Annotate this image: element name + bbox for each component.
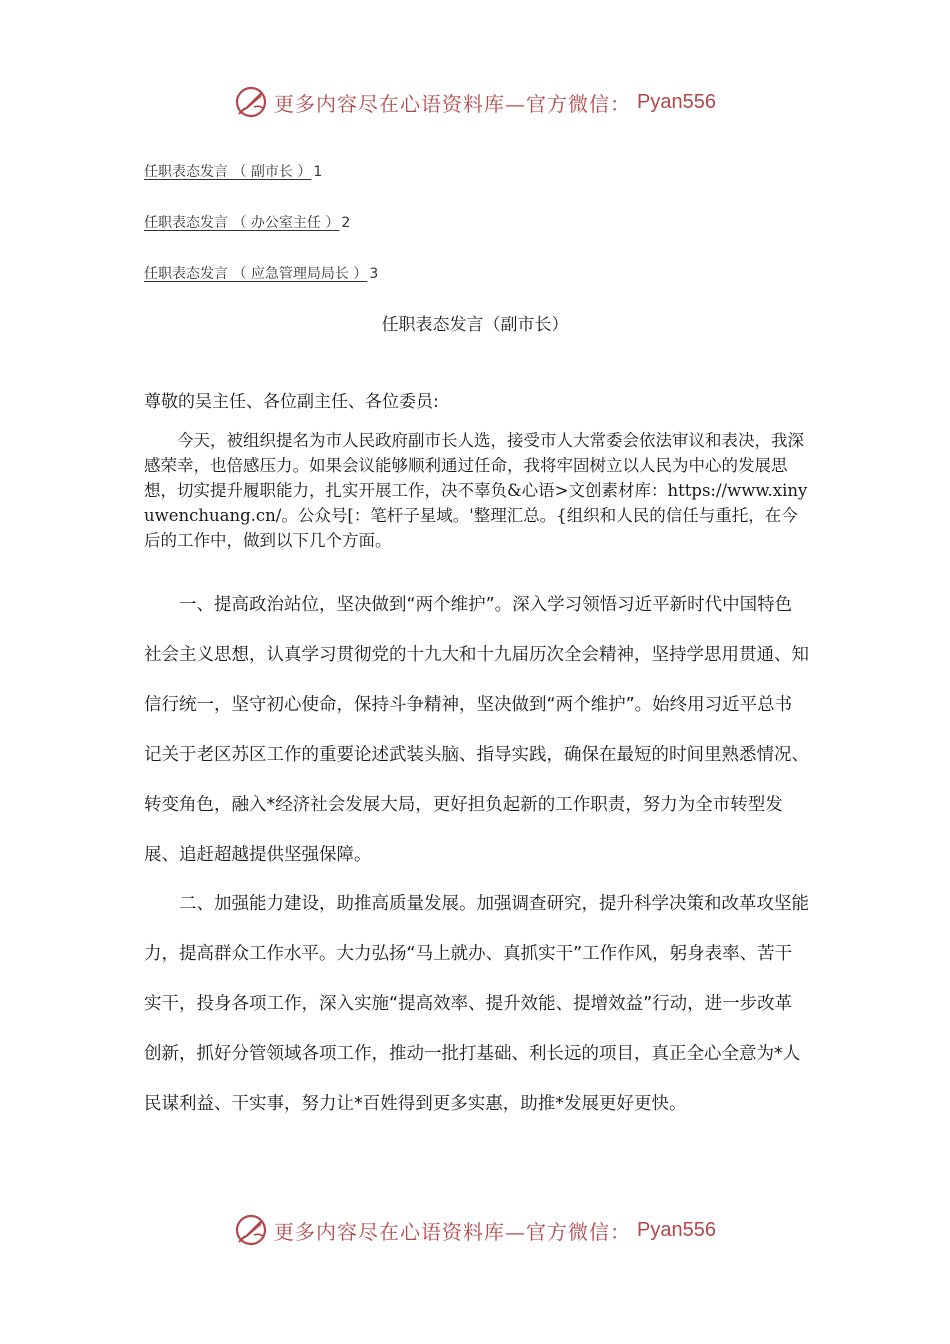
toc-entry-title[interactable]: 任职表态发言 （ 办公室主任 ） bbox=[144, 215, 340, 231]
banner-text: 更多内容尽在心语资料库—官方微信： bbox=[274, 91, 632, 116]
table-of-contents bbox=[144, 160, 804, 313]
document-title: 任职表态发言（副市长） bbox=[381, 315, 569, 335]
salutation: 尊敬的吴主任、各位副主任、各位委员: bbox=[144, 392, 439, 412]
toc-entry[interactable] bbox=[144, 211, 804, 262]
toc-entry[interactable] bbox=[144, 160, 804, 211]
intro-paragraph: 今天，被组织提名为市人民政府副市长人选，接受市人大常委会依法审议和表决，我深感荣幸，也倍感压力。如果会议能够顺利通过任命，我将牢固树立以人民为中心的发展思想，切实提升履职能力，扎实开展工作，决不辜负&心语>文创素材库：https://www.xinyuwenchuang.cn/。公众号[：笔杆子星域。'整理汇总。{组织和人民的信任与重托，在今后的工作中，做到以下几个方面。 bbox=[144, 431, 808, 550]
section-paragraph-2: 二、加强能力建设，助推高质量发展。加强调查研究，提升科学决策和改革攻坚能力，提高群众工作水平。大力弘扬“马上就办、真抓实干”工作作风，躬身表率、苦干实干，投身各项工作，深入实施“提高效率、提升效能、提增效益”行动，进一步改革创新，抓好分管领域各项工作，推动一批打基础、利长远的项目，真正全心全意为*人民谋利益、干实事，努力让*百姓得到更多实惠，助推*发展更好更快。 bbox=[144, 894, 809, 1114]
banner-wechat-id: Pyan556 bbox=[637, 90, 716, 113]
toc-entry[interactable] bbox=[144, 262, 804, 313]
header-watermark-banner bbox=[0, 82, 950, 122]
quill-logo-icon bbox=[234, 1213, 268, 1247]
quill-logo-icon bbox=[234, 85, 268, 119]
toc-entry-title[interactable]: 任职表态发言 （ 副市长 ） bbox=[144, 164, 312, 180]
section-paragraph-1: 一、提高政治站位，坚决做到“两个维护”。深入学习领悟习近平新时代中国特色社会主义思想，认真学习贯彻党的十九大和十九届历次全会精神，坚持学思用贯通、知信行统一，坚守初心使命，保持斗争精神，坚决做到“两个维护”。始终用习近平总书记关于老区苏区工作的重要论述武装头脑、指导实践，确保在最短的时间里熟悉情况、转变角色，融入*经济社会发展大局，更好担负起新的工作职责，努力为全市转型发展、追赶超越提供坚强保障。 bbox=[144, 595, 809, 865]
toc-entry-title[interactable]: 任职表态发言 （ 应急管理局局长 ） bbox=[144, 266, 368, 282]
banner-text: 更多内容尽在心语资料库—官方微信： bbox=[274, 1219, 632, 1244]
toc-entry-page: 2 bbox=[341, 215, 351, 231]
footer-watermark-banner bbox=[0, 1210, 950, 1250]
toc-entry-page: 3 bbox=[369, 266, 379, 282]
banner-wechat-id: Pyan556 bbox=[637, 1218, 716, 1241]
toc-entry-page: 1 bbox=[313, 164, 323, 180]
